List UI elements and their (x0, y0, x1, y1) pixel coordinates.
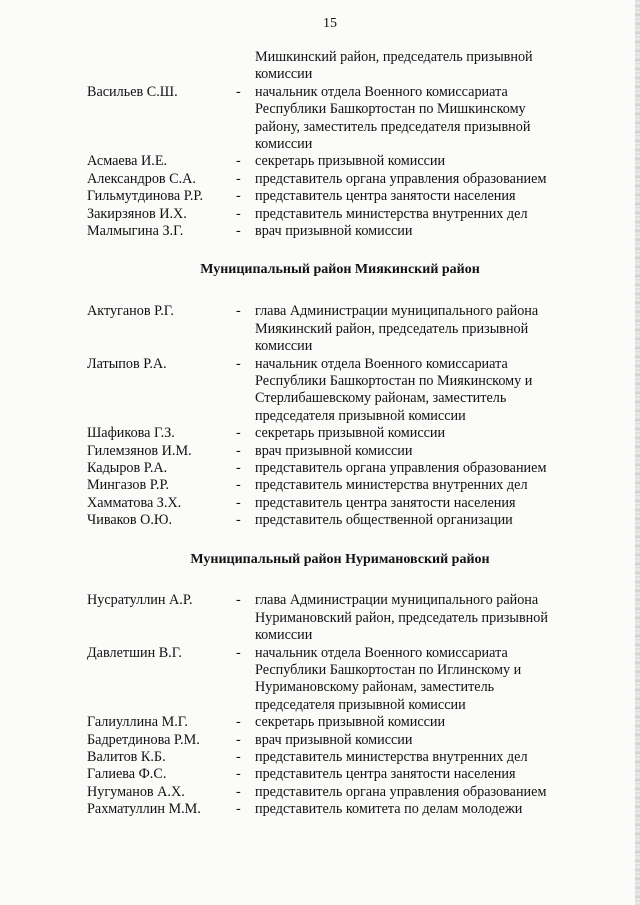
member-role: представитель центра занятости населения (255, 766, 516, 783)
member-name: Нугуманов А.Х. (87, 783, 185, 800)
member-role: Стерлибашевскому районам, заместитель (255, 390, 507, 407)
member-role: Нуримановскому районам, заместитель (255, 679, 495, 696)
section-heading: Муниципальный район Миякинский район (200, 262, 480, 278)
member-dash: - (236, 442, 241, 459)
member-dash: - (236, 355, 241, 372)
member-name: Чиваков О.Ю. (87, 512, 173, 529)
section-heading: Муниципальный район Нуримановский район (190, 551, 490, 567)
member-name: Актуганов Р.Г. (87, 303, 174, 320)
member-role: врач призывной комиссии (255, 442, 413, 459)
member-role: району, заместитель председателя призывной (255, 118, 531, 135)
member-name: Хамматова З.Х. (87, 494, 182, 511)
member-dash: - (236, 512, 241, 529)
member-role: представитель органа управления образованием (255, 459, 547, 476)
member-role: врач призывной комиссии (255, 731, 413, 748)
member-dash: - (236, 153, 241, 170)
member-name: Латыпов Р.А. (87, 355, 167, 372)
member-name: Нусратуллин А.Р. (87, 592, 193, 609)
continuation-line: комиссии (255, 66, 313, 83)
member-name: Бадретдинова Р.М. (87, 731, 200, 748)
member-dash: - (236, 592, 241, 609)
member-name: Валитов К.Б. (87, 749, 166, 765)
page-number: 15 (323, 16, 337, 31)
member-dash: - (236, 459, 241, 476)
member-role: представитель министерства внутренних дел (255, 749, 528, 765)
member-name: Галиева Ф.С. (87, 766, 167, 783)
member-role: Нуримановский район, председатель призывной (255, 609, 548, 626)
member-dash: - (236, 749, 241, 765)
member-role: секретарь призывной комиссии (255, 714, 446, 731)
member-dash: - (236, 766, 241, 783)
member-dash: - (236, 783, 241, 800)
member-role: врач призывной комиссии (255, 223, 413, 239)
member-role: начальник отдела Военного комиссариата (255, 644, 508, 661)
member-name: Малмыгина З.Г. (87, 223, 184, 239)
member-name: Шафикова Г.З. (87, 425, 175, 442)
member-name: Гилемзянов И.М. (87, 442, 192, 459)
member-dash: - (236, 170, 241, 187)
member-dash: - (236, 188, 241, 205)
member-dash: - (236, 644, 241, 661)
member-dash: - (236, 731, 241, 748)
member-role: начальник отдела Военного комиссариата (255, 355, 508, 372)
scan-edge (635, 0, 640, 905)
member-name: Мингазов Р.Р. (87, 477, 170, 494)
member-dash: - (236, 801, 241, 818)
member-dash: - (236, 477, 241, 494)
member-dash: - (236, 494, 241, 511)
member-role: Республики Башкортостан по Миякинскому и (255, 372, 533, 389)
member-role: секретарь призывной комиссии (255, 425, 446, 442)
member-dash: - (236, 425, 241, 442)
member-role: представитель министерства внутренних дел (255, 205, 528, 222)
member-name: Александров С.А. (87, 170, 196, 187)
member-dash: - (236, 205, 241, 222)
member-dash: - (236, 303, 241, 320)
member-role: представитель органа управления образованием (255, 783, 547, 800)
member-role: комиссии (255, 338, 313, 355)
member-name: Рахматуллин М.М. (87, 801, 201, 818)
member-role: председателя призывной комиссии (255, 407, 466, 424)
member-role: комиссии (255, 627, 313, 644)
member-role: комиссии (255, 136, 313, 152)
member-name: Галиуллина М.Г. (87, 714, 188, 731)
member-name: Асмаева И.Е. (87, 153, 168, 170)
member-role: Республики Башкортостан по Мишкинскому (255, 101, 526, 118)
member-name: Васильев С.Ш. (87, 83, 178, 100)
member-role: представитель центра занятости населения (255, 494, 516, 511)
member-role: председателя призывной комиссии (255, 696, 466, 713)
member-name: Закирзянов И.Х. (87, 205, 187, 222)
continuation-line: Мишкинский район, председатель призывной (255, 49, 533, 65)
member-role: глава Администрации муниципального района (255, 592, 539, 609)
member-dash: - (236, 223, 241, 239)
member-role: представитель общественной организации (255, 512, 513, 529)
member-name: Гильмутдинова Р.Р. (87, 188, 204, 205)
member-role: секретарь призывной комиссии (255, 153, 446, 170)
member-role: представитель комитета по делам молодежи (255, 801, 523, 818)
member-role: представитель органа управления образованием (255, 170, 547, 187)
member-role: представитель министерства внутренних дел (255, 477, 528, 494)
member-role: начальник отдела Военного комиссариата (255, 83, 508, 100)
member-role: представитель центра занятости населения (255, 188, 516, 205)
member-dash: - (236, 714, 241, 731)
member-role: глава Администрации муниципального района (255, 303, 539, 320)
member-dash: - (236, 83, 241, 100)
member-role: Республики Башкортостан по Иглинскому и (255, 662, 522, 678)
member-role: Миякинский район, председатель призывной (255, 320, 529, 337)
member-name: Давлетшин В.Г. (87, 644, 182, 661)
member-name: Кадыров Р.А. (87, 459, 168, 476)
